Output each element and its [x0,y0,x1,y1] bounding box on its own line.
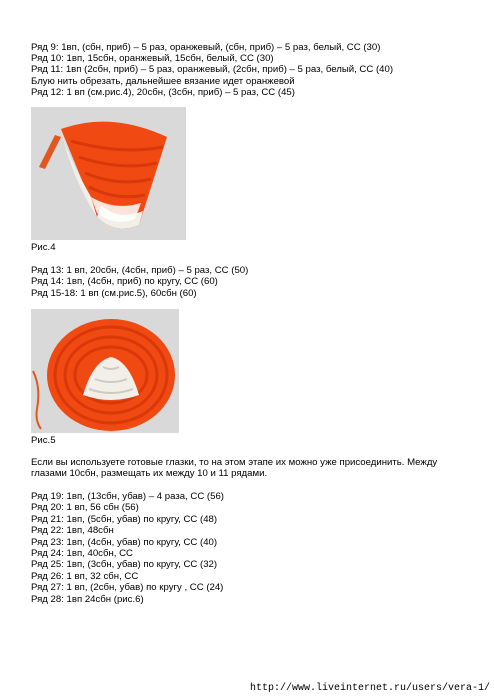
row-26: Ряд 26: 1 вп, 32 сбн, СС [31,571,139,582]
row-14: Ряд 14: 1вп, (4сбн, приб) по кругу, СС (60) [31,276,218,287]
row-23: Ряд 23: 1вп, (4сбн, убав) по кругу, СС (40) [31,537,218,548]
row-24: Ряд 24: 1вп, 40сбн, СС [31,548,133,559]
row-11: Ряд 11: 1вп (2сбн, приб) – 5 раз, оранжевый, (2сбн, приб) – 5 раз, белый, СС (40) [31,64,394,75]
row-19: Ряд 19: 1вп, (13сбн, убав) – 4 раза, СС (56) [31,491,224,502]
row-28: Ряд 28: 1вп 24сбн (рис.6) [31,594,144,605]
figure-4-caption: Рис.4 [31,242,56,253]
row-20: Ряд 20: 1 вп, 56 сбн (56) [31,502,139,513]
crochet-disc-image [31,309,179,433]
eyes-paragraph-line-2: глазами 10сбн, размещать их между 10 и 11 рядами. [31,468,268,479]
row-13: Ряд 13: 1 вп, 20сбн, (4сбн, приб) – 5 раз, СС (50) [31,265,249,276]
row-10: Ряд 10: 1вп, 15сбн, оранжевый, 15сбн, белый, СС (30) [31,53,274,64]
eyes-paragraph-line-1: Если вы используете готовые глазки, то на этом этапе их можно уже присоединить. Между [31,457,438,468]
row-21: Ряд 21: 1вп, (5сбн, убав) по кругу, СС (48) [31,514,218,525]
row-25: Ряд 25: 1вп, (3сбн, убав) по кругу, СС (32) [31,559,218,570]
row-22: Ряд 22: 1вп, 48сбн [31,525,114,536]
figure-5-photo [31,309,179,433]
figure-5-caption: Рис.5 [31,435,56,446]
row-12: Ряд 12: 1 вп (см.рис.4), 20сбн, (3сбн, приб) – 5 раз, СС (45) [31,87,295,98]
row-15-18: Ряд 15-18: 1 вп (см.рис.5), 60сбн (60) [31,288,197,299]
figure-4-photo [31,107,186,240]
row-27: Ряд 27: 1 вп, (2сбн, убав) по кругу , СС (24) [31,582,224,593]
source-url: http://www.liveinternet.ru/users/vera-1/ [250,683,491,694]
cut-thread-note: Блую нить обрезать, дальнейшее вязание идет оранжевой [31,76,295,87]
row-9: Ряд 9: 1вп, (сбн, приб) – 5 раз, оранжевый, (сбн, приб) – 5 раз, белый, СС (30) [31,42,381,53]
crochet-cone-image [31,107,186,240]
